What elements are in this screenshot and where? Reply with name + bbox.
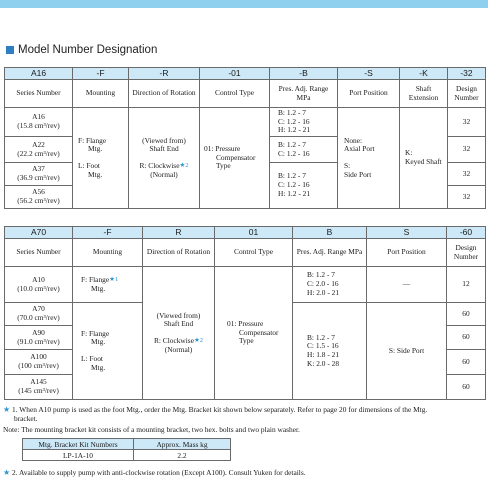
rotation-shaft-end: Shaft End	[163, 319, 194, 329]
t1-rotation-cell	[129, 108, 200, 209]
range-text: C: 2.0 - 16	[307, 279, 339, 289]
series-cell	[5, 326, 73, 350]
t2-label-mounting: Mounting	[73, 239, 143, 267]
t1-label-control: Control Type	[200, 80, 270, 108]
t1-code-design: -32	[448, 68, 486, 80]
t1-range-cell-2	[270, 137, 338, 163]
series-code: A56	[32, 187, 45, 197]
t2-code-port: S	[367, 227, 447, 239]
t2-label-control: Control Type	[215, 239, 293, 267]
series-displacement: (100 cm³/rev)	[18, 361, 59, 370]
table-row	[5, 267, 486, 303]
top-color-bar	[0, 0, 488, 8]
t1-label-series: Series Number	[5, 80, 73, 108]
t2-mounting-a10-cell	[73, 267, 143, 303]
t1-port-cell	[338, 108, 400, 209]
star-icon: ★1	[109, 275, 119, 283]
t1-control-cell	[200, 108, 270, 209]
series-code: A70	[32, 304, 45, 314]
t2-range-cell	[293, 303, 367, 400]
mounting-text: Mtg.	[88, 144, 103, 154]
footnote-2-text: 2. Available to supply pump with anti-clockwise rotation (Except A100). Consult Yuken for details.	[12, 468, 306, 477]
mounting-text: F: Flange	[81, 328, 110, 338]
port-text: Axial Port	[344, 144, 375, 154]
rotation-clockwise: R: Clockwise★2	[153, 336, 204, 345]
series-displacement: (56.2 cm³/rev)	[17, 196, 60, 205]
t2-label-pressure: Pres. Adj. Range MPa	[293, 239, 367, 267]
design-number-cell: 32	[448, 108, 486, 137]
t2-code-control: 01	[215, 227, 293, 239]
star-icon: ★	[3, 405, 11, 414]
heading-square-icon	[6, 46, 14, 54]
t1-label-port: Port Position	[338, 80, 400, 108]
mounting-text: L: Foot	[81, 354, 103, 363]
model-table-2	[4, 226, 486, 400]
series-code: A16	[32, 112, 45, 122]
range-text: B: 1.2 - 7	[307, 332, 335, 342]
shaft-text: K:	[405, 148, 413, 158]
series-code: A22	[32, 139, 45, 149]
kit-mass: 2.2	[134, 450, 231, 461]
series-cell	[5, 267, 73, 303]
t1-range-cell-1	[270, 108, 338, 137]
rotation-clockwise: R: Clockwise★2	[139, 161, 189, 170]
series-displacement: (10.0 cm³/rev)	[17, 283, 60, 293]
range-text: C: 1.2 - 16	[278, 180, 310, 190]
t2-rotation-cell	[143, 267, 215, 400]
control-text: Type	[216, 161, 231, 171]
series-displacement: (70.0 cm³/rev)	[17, 313, 60, 322]
star-icon: ★2	[193, 337, 204, 344]
series-displacement: (145 cm³/rev)	[18, 386, 59, 395]
design-number-cell: 60	[447, 350, 486, 375]
t2-range-a10-cell	[293, 267, 367, 303]
mounting-text: L: Foot	[78, 161, 100, 170]
model-table-1	[4, 67, 486, 209]
series-code: A145	[30, 377, 47, 387]
t1-label-mounting: Mounting	[73, 80, 129, 108]
series-displacement: (91.0 cm³/rev)	[17, 336, 60, 346]
mounting-text: Mtg.	[88, 169, 103, 179]
range-text: H: 1.2 - 21	[278, 125, 311, 135]
series-displacement: (15.8 cm³/rev)	[17, 121, 60, 130]
t2-code-design: -60	[447, 227, 486, 239]
t2-label-row	[5, 239, 486, 267]
footnote-note: Note: The mounting bracket kit consists of a mounting bracket, two hex. bolts and two plain washer.	[3, 425, 300, 434]
port-text: S:	[344, 161, 351, 170]
range-text: C: 1.2 - 16	[278, 116, 310, 126]
range-text: H: 1.2 - 21	[278, 188, 311, 198]
control-text: Compensator	[239, 327, 279, 337]
range-text: H: 2.0 - 21	[307, 287, 340, 297]
control-text: Compensator	[216, 152, 256, 162]
t2-code-pressure: B	[293, 227, 367, 239]
mounting-text: Mtg.	[91, 362, 106, 372]
bracket-kit-table	[22, 438, 231, 461]
series-cell	[5, 108, 73, 137]
t1-code-mounting: -F	[73, 68, 129, 80]
t1-code-pressure: -B	[270, 68, 338, 80]
range-text: C: 1.2 - 16	[278, 148, 310, 158]
t1-code-port: -S	[338, 68, 400, 80]
series-code: A90	[32, 327, 45, 337]
control-text: Type	[239, 336, 254, 346]
section-heading	[6, 44, 157, 56]
rotation-normal: (Normal)	[150, 169, 178, 179]
range-text: B: 1.2 - 7	[307, 270, 335, 280]
kit-header-numbers: Mtg. Bracket Kit Numbers	[23, 439, 134, 450]
design-number-cell: 12	[447, 267, 486, 303]
mounting-text: Mtg.	[91, 283, 106, 293]
port-text: None:	[344, 135, 363, 145]
shaft-text: Keyed Shaft	[405, 157, 442, 166]
t2-code-row	[5, 227, 486, 239]
control-text: 01: Pressure	[227, 318, 264, 328]
range-text: B: 1.2 - 7	[278, 139, 306, 149]
rotation-viewed-from: (Viewed from)	[142, 135, 186, 145]
series-cell	[5, 137, 73, 163]
design-number-cell: 60	[447, 326, 486, 350]
range-text: K: 2.0 - 28	[307, 358, 340, 368]
t2-code-mounting: -F	[73, 227, 143, 239]
kit-header-mass: Approx. Mass kg	[134, 439, 231, 450]
design-number-cell: 32	[448, 163, 486, 186]
t2-mounting-cell	[73, 303, 143, 400]
mounting-text: Mtg.	[91, 337, 106, 347]
t1-mounting-cell	[73, 108, 129, 209]
control-text: 01: Pressure	[204, 143, 241, 153]
t1-code-row	[5, 68, 486, 80]
t1-label-rotation: Direction of Rotation	[129, 80, 200, 108]
series-code: A37	[32, 164, 45, 174]
t1-code-shaft: -K	[400, 68, 448, 80]
t1-code-rotation: -R	[129, 68, 200, 80]
range-text: C: 1.5 - 16	[307, 341, 339, 351]
star-icon: ★	[3, 468, 11, 477]
design-number-cell: 32	[448, 137, 486, 163]
t1-shaft-cell	[400, 108, 448, 209]
series-cell	[5, 375, 73, 400]
t1-label-row	[5, 80, 486, 108]
t2-label-design: Design Number	[447, 239, 486, 267]
star-icon: ★2	[179, 162, 189, 169]
port-text: Side Port	[344, 169, 372, 179]
t1-range-cell-3	[270, 163, 338, 209]
rotation-shaft-end: Shaft End	[149, 144, 179, 154]
design-number-cell: 32	[448, 186, 486, 209]
t1-label-design: Design Number	[448, 80, 486, 108]
design-number-cell: 60	[447, 375, 486, 400]
kit-header-row	[23, 439, 231, 450]
series-code: A100	[30, 352, 47, 362]
series-cell	[5, 186, 73, 209]
design-number-cell: 60	[447, 303, 486, 326]
footnote-1	[3, 405, 427, 415]
t1-label-shaft: Shaft Extension	[400, 80, 448, 108]
series-displacement: (36.9 cm³/rev)	[17, 173, 60, 182]
footnote-1-text: 1. When A10 pump is used as the foot Mtg., order the Mtg. Bracket kit shown below separately. Refer to page 20 for dimensions of the Mtg.	[12, 405, 428, 414]
rotation-viewed-from: (Viewed from)	[156, 310, 201, 320]
t1-label-pressure: Pres. Adj. Range MPa	[270, 80, 338, 108]
t2-label-series: Series Number	[5, 239, 73, 267]
t2-label-port: Port Position	[367, 239, 447, 267]
table-row	[23, 450, 231, 461]
footnote-1-cont: bracket.	[14, 414, 38, 423]
heading-text: Model Number Designation	[18, 44, 158, 56]
series-displacement: (22.2 cm³/rev)	[17, 148, 60, 158]
t2-port-a10-cell: —	[367, 267, 447, 303]
mounting-text: F: Flange	[78, 135, 107, 145]
range-text: B: 1.2 - 7	[278, 107, 306, 117]
kit-number: LP-1A-10	[23, 450, 134, 461]
t2-code-rotation: R	[143, 227, 215, 239]
t2-control-cell	[215, 267, 293, 400]
series-code: A10	[32, 274, 45, 284]
footnote-2	[3, 468, 306, 478]
t2-port-cell: S: Side Port	[367, 303, 447, 400]
series-cell	[5, 163, 73, 186]
table-row	[5, 108, 486, 137]
range-text: B: 1.2 - 7	[278, 171, 306, 181]
t2-code-series: A70	[5, 227, 73, 239]
t1-code-control: -01	[200, 68, 270, 80]
range-text: H: 1.8 - 21	[307, 350, 340, 359]
series-cell	[5, 303, 73, 326]
t2-label-rotation: Direction of Rotation	[143, 239, 215, 267]
mounting-text: F: Flange★1	[81, 274, 119, 284]
series-cell	[5, 350, 73, 375]
t1-code-series: A16	[5, 68, 73, 80]
rotation-normal: (Normal)	[164, 344, 193, 354]
